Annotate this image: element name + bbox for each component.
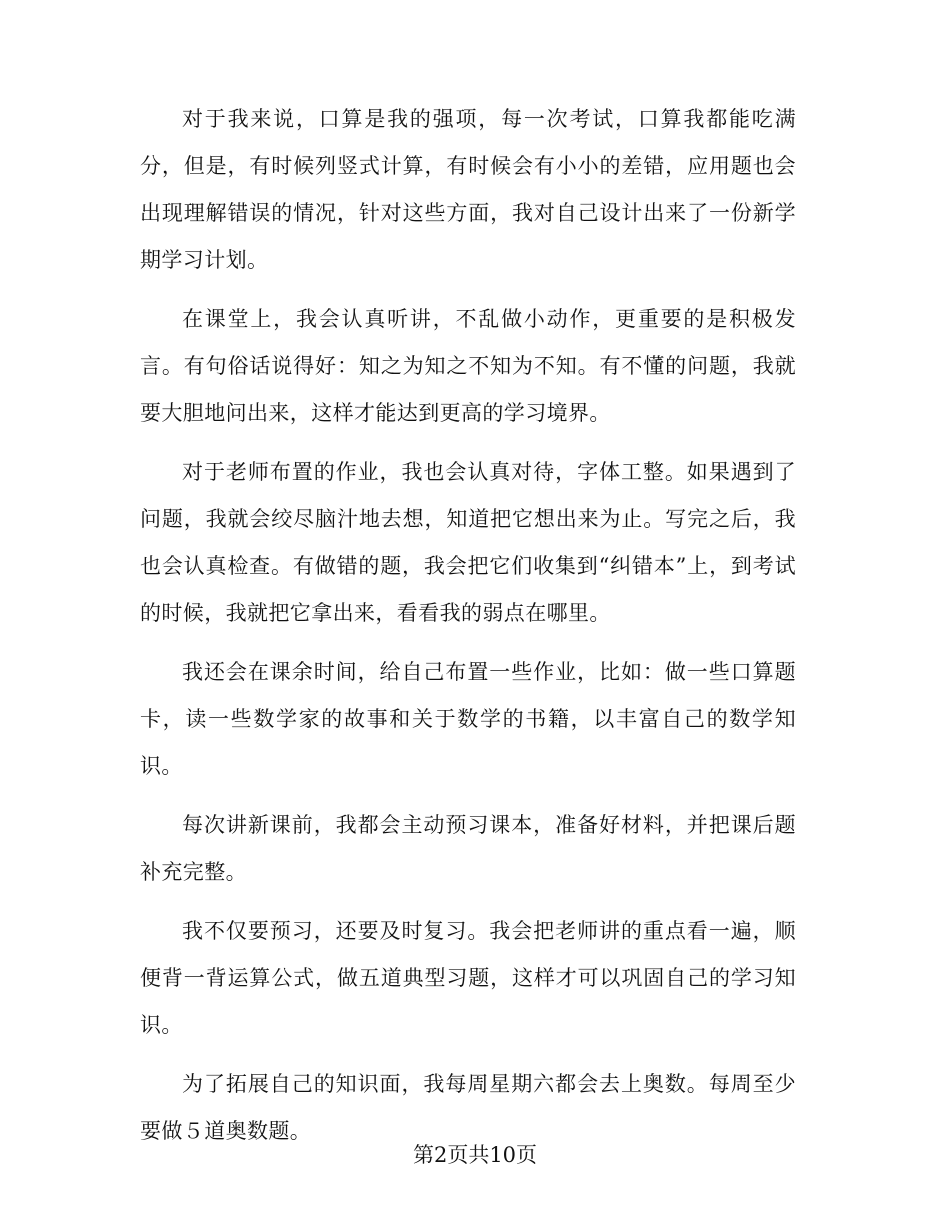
document-body: [140, 96, 796, 1167]
paragraph: 在课堂上，我会认真听讲，不乱做小动作，更重要的是积极发言。有句俗话说得好：知之为知之不知为不知。有不懂的问题，我就要大胆地问出来，这样才能达到更高的学习境界。: [140, 307, 796, 425]
page-number-footer: 第2页共10页: [412, 1143, 538, 1167]
paragraph: 每次讲新课前，我都会主动预习课本，准备好材料，并把课后题补充完整。: [140, 813, 796, 884]
paragraph: 我不仅要预习，还要及时复习。我会把老师讲的重点看一遍，顺便背一背运算公式，做五道典型习题，这样才可以巩固自己的学习知识。: [140, 919, 796, 1037]
paragraph: 对于老师布置的作业，我也会认真对待，字体工整。如果遇到了问题，我就会绞尽脑汁地去想，知道把它想出来为止。写完之后，我也会认真检查。有做错的题，我会把它们收集到“纠错本”上，到考试的时候，我就把它拿出来，看看我的弱点在哪里。: [140, 460, 796, 625]
paragraph: 为了拓展自己的知识面，我每周星期六都会去上奥数。每周至少要做５道奥数题。: [140, 1072, 796, 1143]
paragraph: 我还会在课余时间，给自己布置一些作业，比如：做一些口算题卡，读一些数学家的故事和关于数学的书籍，以丰富自己的数学知识。: [140, 660, 796, 778]
paragraph: 对于我来说，口算是我的强项，每一次考试，口算我都能吃满分，但是，有时候列竖式计算，有时候会有小小的差错，应用题也会出现理解错误的情况，针对这些方面，我对自己设计出来了一份新学期学习计划。: [140, 107, 796, 272]
